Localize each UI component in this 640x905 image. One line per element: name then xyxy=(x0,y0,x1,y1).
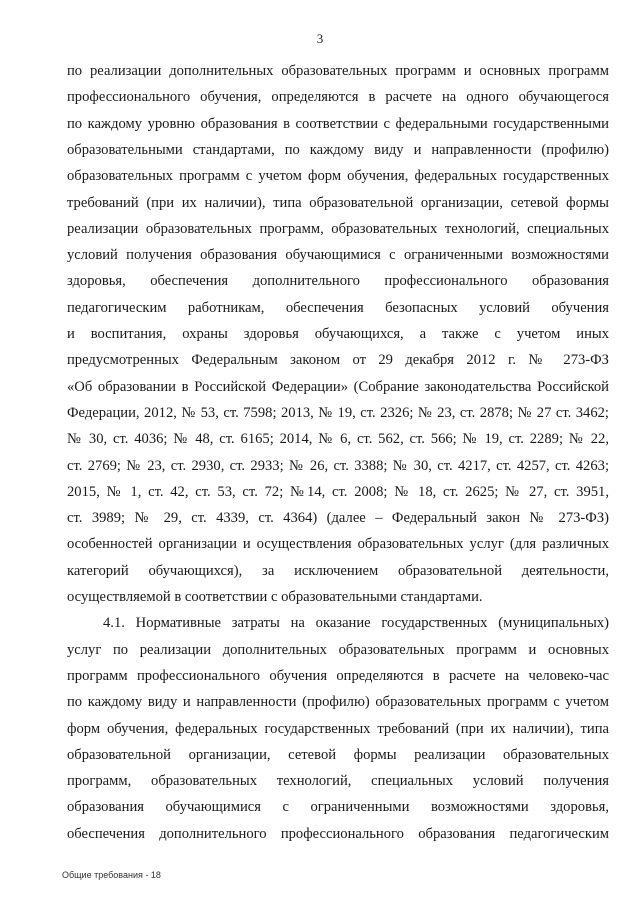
text-line: Федерации, 2012, № 53, ст. 7598; 2013, № 19, ст. 2326; № 23, ст. 2878; № 27 ст. 3462; xyxy=(67,404,609,421)
text-line: ст. 3989; № 29, ст. 4339, ст. 4364) (далее – Федеральный закон № 273-ФЗ) xyxy=(67,510,609,527)
text-line: образования обучающимися с ограниченными возможностями здоровья, xyxy=(67,799,609,816)
text-line: форм обучения, федеральных государственных требований (при их наличии), типа xyxy=(67,720,609,737)
text-line: услуг по реализации дополнительных образовательных программ и основных xyxy=(67,641,609,658)
text-line: образовательных программ с учетом форм обучения, федеральных государственных xyxy=(67,168,609,185)
text-line: программ профессионального обучения определяются в расчете на человеко-час xyxy=(67,667,609,684)
text-line: ст. 2769; № 23, ст. 2930, ст. 2933; № 26, ст. 3388; № 30, ст. 4217, ст. 4257, ст. 4263; xyxy=(67,457,609,474)
paragraph-start-line: 4.1. Нормативные затраты на оказание государственных (муниципальных) xyxy=(103,615,609,632)
page-number: 3 xyxy=(316,31,324,46)
text-line: по каждому уровню образования в соответствии с федеральными государственными xyxy=(67,115,609,132)
text-line: профессионального обучения, определяются в расчете на одного обучающегося xyxy=(67,89,609,106)
text-line: реализации образовательных программ, образовательных технологий, специальных xyxy=(67,220,609,237)
text-line: здоровья, обеспечения дополнительного профессионального образования xyxy=(67,273,609,290)
text-line: предусмотренных Федеральным законом от 29 декабря 2012 г. № 273-ФЗ xyxy=(67,352,609,369)
text-line: требований (при их наличии), типа образовательной организации, сетевой формы xyxy=(67,194,609,211)
text-line: и воспитания, охраны здоровья обучающихся, а также с учетом иных xyxy=(67,326,609,342)
text-line: осуществляемой в соответствии с образовательными стандартами. xyxy=(67,589,483,605)
text-line: особенностей организации и осуществления образовательных услуг (для различных xyxy=(67,536,609,553)
footer-label: Общие требования - 18 xyxy=(62,870,161,880)
text-line: обеспечения дополнительного профессионального образования педагогическим xyxy=(67,825,609,842)
text-line: категорий обучающихся), за исключением образовательной деятельности, xyxy=(67,562,609,579)
text-line: 2015, № 1, ст. 42, ст. 53, ст. 72; №14, ст. 2008; № 18, ст. 2625; № 27, ст. 3951, xyxy=(67,483,609,500)
text-line: по реализации дополнительных образовательных программ и основных программ xyxy=(67,63,609,79)
text-line: № 30, ст. 4036; № 48, ст. 6165; 2014, № 6, ст. 562, ст. 566; № 19, ст. 2289; № 22, xyxy=(67,431,609,448)
text-line: образовательными стандартами, по каждому виду и направленности (профилю) xyxy=(67,141,609,158)
text-line: по каждому виду и направленности (профилю) образовательных программ с учетом xyxy=(67,694,609,711)
text-line: программ, образовательных технологий, специальных условий получения xyxy=(67,773,609,790)
text-line: условий получения образования обучающимися с ограниченными возможностями xyxy=(67,247,609,264)
text-line: образовательной организации, сетевой формы реализации образовательных xyxy=(67,746,609,763)
text-line: педагогическим работникам, обеспечения безопасных условий обучения xyxy=(67,299,609,316)
text-line: «Об образовании в Российской Федерации» (Собрание законодательства Российской xyxy=(67,378,609,395)
